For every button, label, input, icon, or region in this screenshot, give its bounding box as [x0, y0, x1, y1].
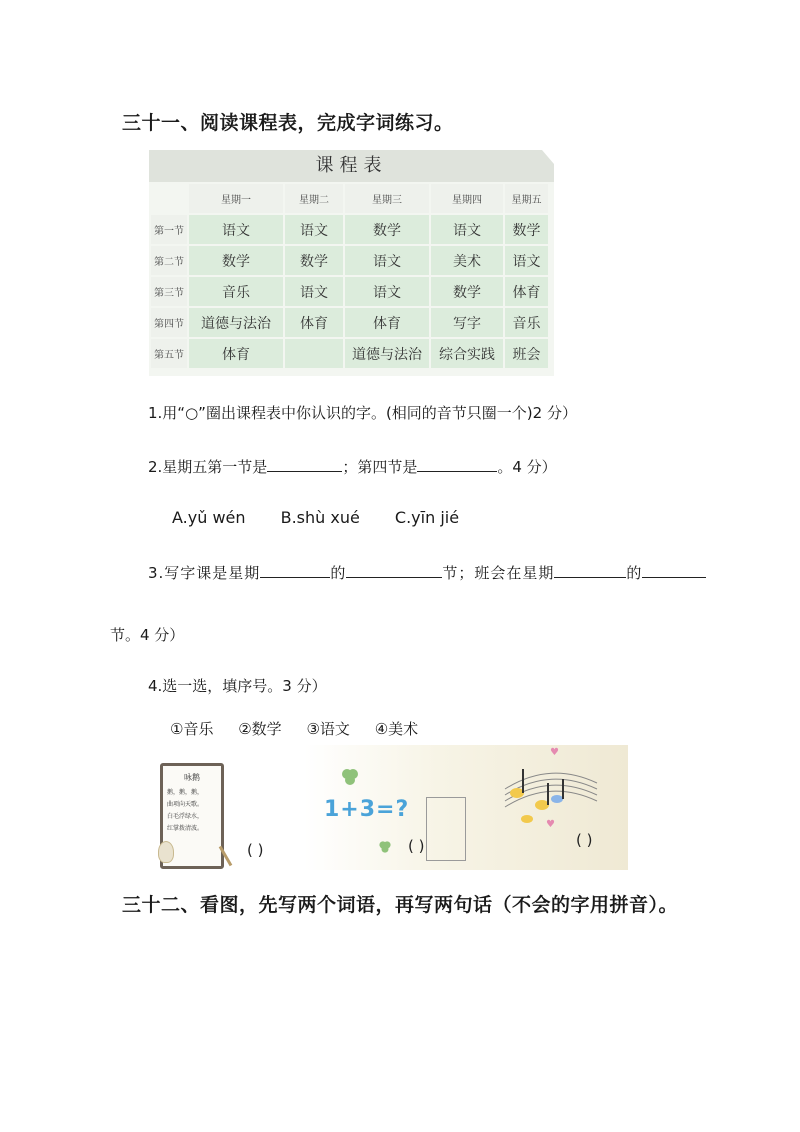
answer-paren-2[interactable]: ( ): [408, 837, 425, 855]
class-cell: 语文: [345, 246, 429, 275]
answer-blank[interactable]: [554, 561, 626, 578]
class-cell: 体育: [345, 308, 429, 337]
class-cell: 道德与法治: [189, 308, 283, 337]
schedule-row: [151, 339, 548, 368]
class-cell: 体育: [189, 339, 283, 368]
col-header: 星期一: [189, 184, 283, 213]
answer-paren-3[interactable]: ( ): [576, 831, 593, 849]
question-2-text-b: ；第四节是: [342, 458, 418, 476]
choice-art: ④美术: [374, 720, 419, 738]
class-cell: 体育: [505, 277, 548, 306]
row-label: 第二节: [151, 246, 187, 275]
poem-body: [163, 787, 221, 835]
choice-music: ①音乐: [170, 720, 214, 738]
class-cell: 数学: [345, 215, 429, 244]
section-32-heading: 三十二、看图，先写两个词语，再写两句话（不会的字用拼音）。: [122, 894, 679, 916]
class-cell: 语文: [285, 277, 343, 306]
poem-title: 咏鹅: [184, 773, 200, 782]
question-3-text-b: 的: [330, 564, 347, 582]
class-cell: 语文: [285, 215, 343, 244]
answer-blank[interactable]: [346, 561, 442, 578]
option-c: C.yīn jié: [394, 508, 460, 527]
clover-icon: [378, 839, 392, 853]
clover-icon: [340, 767, 360, 787]
question-1: 1.用“○”圈出课程表中你认识的字。(相同的音节只圈一个)2 分）: [148, 404, 577, 422]
class-cell: 数学: [431, 277, 503, 306]
question-2: [148, 455, 557, 477]
option-b: B.shù xué: [280, 508, 360, 527]
class-cell: 数学: [189, 246, 283, 275]
class-cell: 语文: [431, 215, 503, 244]
schedule-row: [151, 215, 548, 244]
class-cell: 道德与法治: [345, 339, 429, 368]
schedule-title: 课程表: [149, 150, 554, 182]
class-cell: 音乐: [189, 277, 283, 306]
class-cell: 美术: [431, 246, 503, 275]
question-3-text-a: 3.写字课是星期: [148, 564, 261, 582]
row-label: 第一节: [151, 215, 187, 244]
poem-line: 红掌拨清波。: [167, 825, 204, 832]
col-header: 星期三: [345, 184, 429, 213]
row-label: 第四节: [151, 308, 187, 337]
col-header: 星期二: [285, 184, 343, 213]
option-a: A.yǔ wén: [172, 508, 246, 527]
section-31-heading: 三十一、阅读课程表，完成字词练习。: [122, 112, 454, 134]
heart-icon: ♥: [546, 819, 555, 830]
col-header: 星期四: [431, 184, 503, 213]
answer-blank[interactable]: [642, 561, 706, 578]
answer-blank[interactable]: [417, 455, 497, 472]
math-equation-text: 1+3=?: [324, 797, 410, 822]
math-equation: [324, 797, 409, 822]
picture-strip: [152, 745, 628, 870]
choice-math: ②数学: [238, 720, 282, 738]
class-cell: 综合实践: [431, 339, 503, 368]
col-header: 星期五: [505, 184, 548, 213]
question-3-text-c: 节；班会在星期: [442, 564, 555, 582]
schedule-row: [151, 277, 548, 306]
question-2-text-c: 。4 分）: [497, 458, 557, 476]
class-cell: 语文: [189, 215, 283, 244]
answer-blank[interactable]: [267, 455, 342, 472]
schedule-grid: [149, 182, 550, 370]
question-4-options: [170, 718, 418, 739]
schedule-table: [149, 150, 554, 376]
corner-cell: [151, 184, 187, 213]
question-3-text-d: 的: [626, 564, 643, 582]
answer-blank[interactable]: [260, 561, 330, 578]
question-4: 4.选一选，填序号。3 分）: [148, 677, 327, 695]
poem-line: 鹅，鹅，鹅，: [167, 789, 204, 796]
class-cell: 语文: [345, 277, 429, 306]
question-2-text-a: 2.星期五第一节是: [148, 458, 268, 476]
class-cell: 体育: [285, 308, 343, 337]
class-cell: 数学: [505, 215, 548, 244]
class-cell: 班会: [505, 339, 548, 368]
class-cell: 音乐: [505, 308, 548, 337]
question-2-options: [172, 508, 459, 527]
class-cell: [285, 339, 343, 368]
poem-line: 白毛浮绿水，: [167, 813, 204, 820]
class-cell: 数学: [285, 246, 343, 275]
drawing-frame: [426, 797, 466, 861]
poem-line: 曲项向天歌。: [167, 801, 204, 808]
chalk-figure-icon: [158, 841, 174, 863]
schedule-header-row: [151, 184, 548, 213]
row-label: 第五节: [151, 339, 187, 368]
page-fold-corner: [542, 150, 554, 164]
question-3-continued: 节。4 分）: [110, 626, 185, 644]
choice-chinese: ③语文: [306, 720, 350, 738]
class-cell: 写字: [431, 308, 503, 337]
answer-paren-1[interactable]: ( ): [247, 841, 264, 859]
question-3: [148, 561, 706, 583]
class-cell: 语文: [505, 246, 548, 275]
heart-icon: ♥: [550, 747, 559, 758]
row-label: 第三节: [151, 277, 187, 306]
schedule-row: [151, 308, 548, 337]
schedule-row: [151, 246, 548, 275]
